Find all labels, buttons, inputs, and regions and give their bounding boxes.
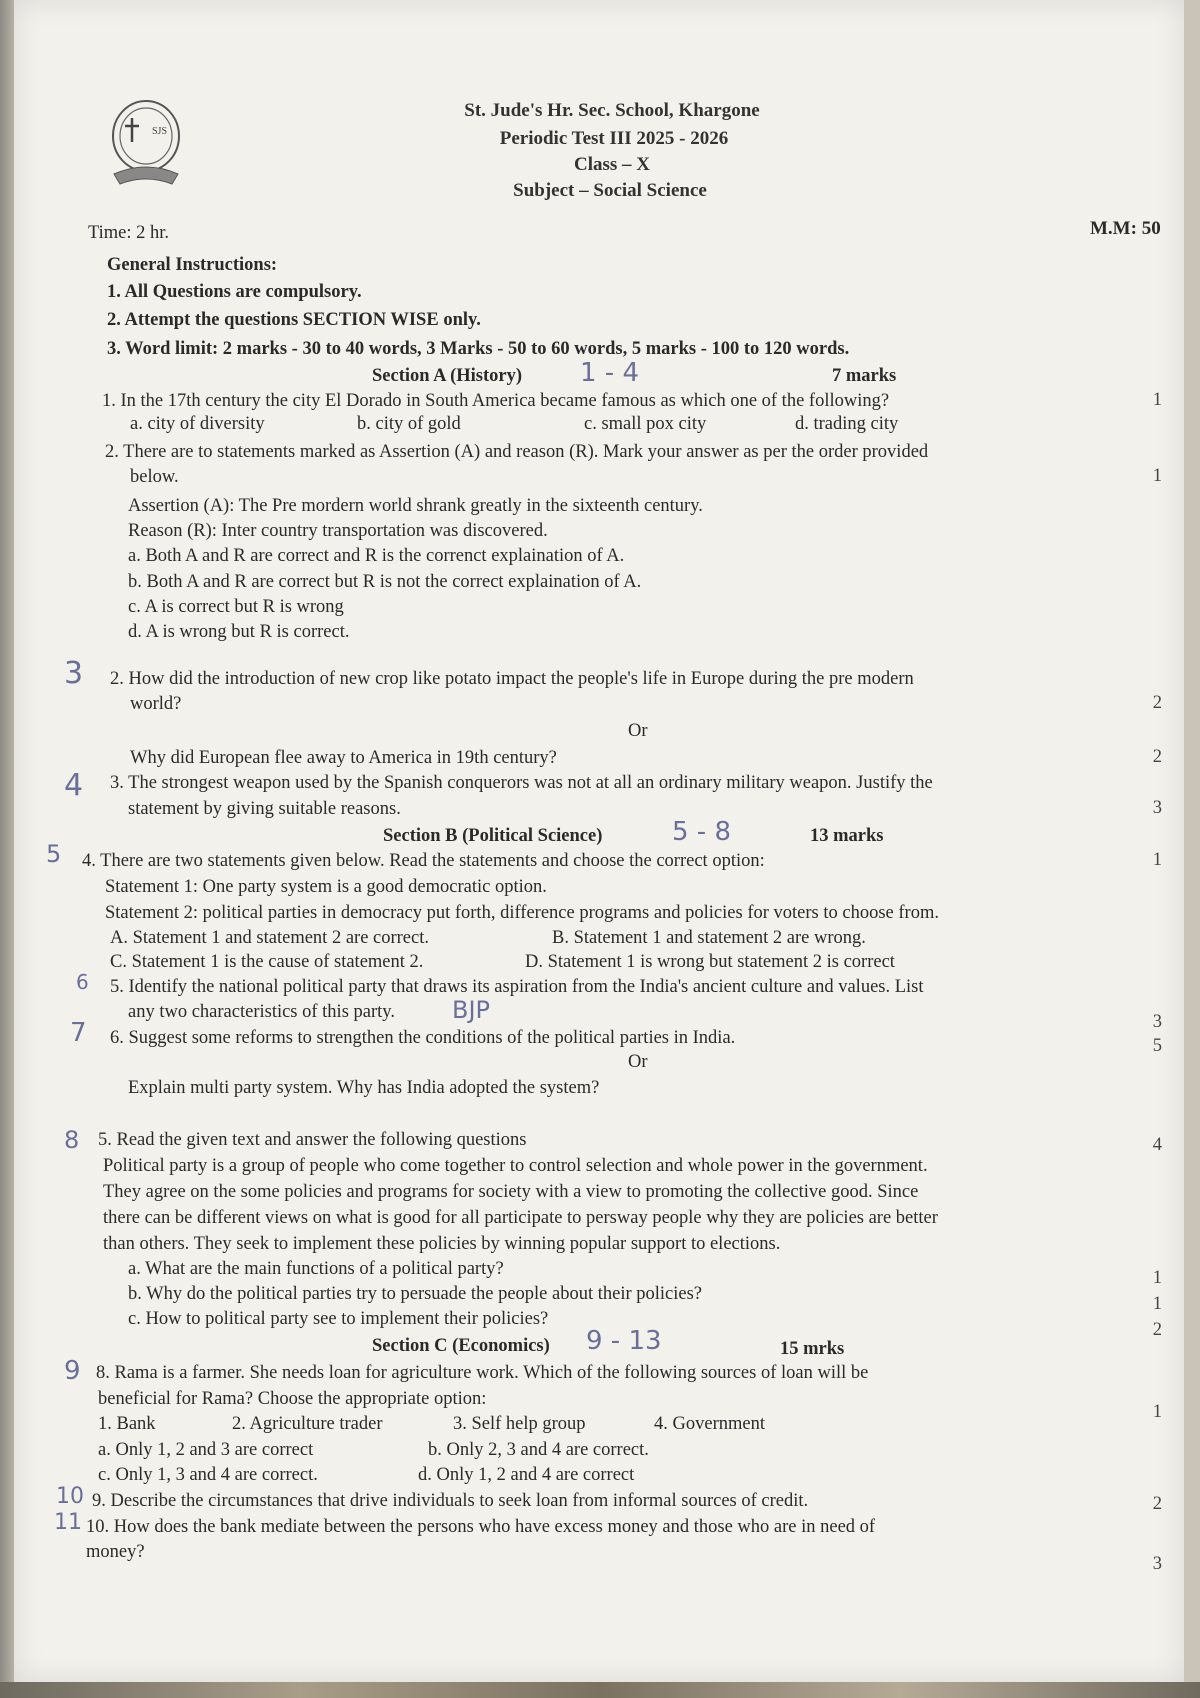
option: B. Statement 1 and statement 2 are wrong. [552,928,866,948]
question-text: Explain multi party system. Why has India adopted the system? [128,1078,600,1098]
question-mark: 1 [1152,850,1162,870]
question-text: 5. Read the given text and answer the following questions [98,1130,527,1150]
section-c-marks: 15 mrks [780,1339,845,1359]
handwritten-number: 9 [64,1356,81,1386]
question-text: money? [86,1542,145,1562]
question-mark: 1 [1152,1402,1162,1422]
max-marks: M.M: 50 [1090,218,1161,239]
question-text: 8. Rama is a farmer. She needs loan for agriculture work. Which of the following sources of loan will be [96,1363,869,1383]
question-text: 2. How did the introduction of new crop like potato impact the people's life in Europe during the pre modern [110,669,914,689]
sub-question: a. What are the main functions of a political party? [128,1259,504,1279]
instruction-item: 1. All Questions are compulsory. [107,282,362,302]
question-mark: 1 [1152,390,1162,410]
question-mark: 3 [1152,1554,1162,1574]
question-mark: 2 [1152,1494,1162,1514]
option: D. Statement 1 is wrong but statement 2 is correct [525,952,895,972]
question-text: 1. In the 17th century the city El Dorado in South America became famous as which one of the following? [102,391,890,411]
instruction-item: 3. Word limit: 2 marks - 30 to 40 words, 3 Marks - 50 to 60 words, 5 marks - 100 to 120 words. [107,339,850,359]
option: a. city of diversity [130,414,265,434]
option: a. Only 1, 2 and 3 are correct [98,1440,314,1460]
page-left-edge [0,0,14,1698]
question-text: statement by giving suitable reasons. [128,799,401,819]
handwritten-number: 4 [64,768,84,803]
section-b-title: Section B (Political Science) [383,826,603,846]
sub-question: c. How to political party see to implement their policies? [128,1309,549,1329]
option: C. Statement 1 is the cause of statement 2. [110,952,424,972]
class-label: Class – X [573,154,650,175]
question-mark: 4 [1152,1135,1162,1155]
handwritten-number: 7 [70,1018,87,1048]
option: c. small pox city [584,414,707,434]
question-text: Why did European flee away to America in 19th century? [130,748,557,768]
passage-line: They agree on the some policies and programs for society with a view to promoting the collective good. Since [103,1182,919,1202]
source-item: 4. Government [654,1414,765,1434]
section-a-title: Section A (History) [372,366,523,386]
question-text: 2. There are to statements marked as Assertion (A) and reason (R). Mark your answer as per the order provided [105,442,929,462]
question-text: beneficial for Rama? Choose the appropriate option: [98,1389,487,1409]
option: d. Only 1, 2 and 4 are correct [418,1465,635,1485]
section-b-marks: 13 marks [810,826,884,846]
option: a. Both A and R are correct and R is the correnct explaination of A. [128,546,625,566]
passage-line: than others. They seek to implement these policies by winning popular support to elections. [103,1234,781,1254]
option: b. Both A and R are correct but R is not the correct explaination of A. [128,572,642,592]
question-text: world? [130,694,182,714]
option: c. Only 1, 3 and 4 are correct. [98,1465,318,1485]
question-mark: 1 [1152,466,1162,486]
question-text: any two characteristics of this party. [128,1002,395,1022]
page-bottom-edge [0,1682,1200,1698]
question-mark: 5 [1152,1036,1162,1056]
instruction-item: 2. Attempt the questions SECTION WISE only. [107,310,481,330]
handwritten-range: 5 - 8 [672,817,731,847]
sub-question: b. Why do the political parties try to persuade the people about their policies? [128,1284,703,1304]
handwritten-number: 11 [54,1510,82,1535]
handwritten-number: 6 [76,970,89,994]
assertion: Assertion (A): The Pre mordern world shrank greatly in the sixteenth century. [128,496,703,516]
question-mark: 1 [1152,1268,1162,1288]
source-item: 1. Bank [98,1414,156,1434]
handwritten-number: 10 [56,1484,84,1509]
handwritten-number: 5 [46,840,62,868]
question-mark: 2 [1152,747,1162,767]
question-text: 9. Describe the circumstances that drive individuals to seek loan from informal sources of credit. [92,1491,809,1511]
question-mark: 1 [1152,1294,1162,1314]
source-item: 2. Agriculture trader [232,1414,383,1434]
section-c-title: Section C (Economics) [372,1336,550,1356]
question-text: 5. Identify the national political party that draws its aspiration from the India's ancient culture and values. List [110,977,924,997]
option: b. city of gold [357,414,461,434]
question-text: 10. How does the bank mediate between the persons who have excess money and those who are in need of [86,1517,876,1537]
statement: Statement 1: One party system is a good democratic option. [105,877,547,897]
handwritten-answer: BJP [452,996,491,1024]
question-text: below. [130,467,179,487]
option: d. trading city [795,414,899,434]
question-text: 4. There are two statements given below. Read the statements and choose the correct option: [82,851,765,871]
handwritten-range: 9 - 13 [586,1326,662,1356]
instructions-title: General Instructions: [107,255,278,275]
test-name: Periodic Test III 2025 - 2026 [499,128,729,149]
question-mark: 2 [1152,1320,1162,1340]
statement: Statement 2: political parties in democracy put forth, difference programs and policies for voters to choose from. [105,903,939,923]
question-text: 3. The strongest weapon used by the Spanish conquerors was not at all an ordinary military weapon. Justify the [110,773,933,793]
question-mark: 3 [1152,798,1162,818]
or-label: Or [628,721,648,741]
option: c. A is correct but R is wrong [128,597,344,617]
question-mark: 3 [1152,1012,1162,1032]
passage-line: Political party is a group of people who come together to control selection and whole power in the government. [103,1156,928,1176]
time-label: Time: 2 hr. [88,223,170,243]
handwritten-number: 8 [64,1126,80,1154]
or-label: Or [628,1052,648,1072]
passage-line: there can be different views on what is good for all participate to persway people why they are policies are better [103,1208,938,1228]
subject-label: Subject – Social Science [513,180,707,201]
question-text: 6. Suggest some reforms to strengthen the conditions of the political parties in India. [110,1028,736,1048]
handwritten-range: 1 - 4 [580,358,639,388]
option: d. A is wrong but R is correct. [128,622,350,642]
reason: Reason (R): Inter country transportation was discovered. [128,521,548,541]
option: A. Statement 1 and statement 2 are correct. [110,928,429,948]
logo-text: SJS [152,126,168,137]
handwritten-number: 3 [64,656,84,691]
school-name: St. Jude's Hr. Sec. School, Khargone [464,100,760,121]
option: b. Only 2, 3 and 4 are correct. [428,1440,649,1460]
question-mark: 2 [1152,693,1162,713]
section-a-marks: 7 marks [832,366,897,386]
source-item: 3. Self help group [453,1414,586,1434]
